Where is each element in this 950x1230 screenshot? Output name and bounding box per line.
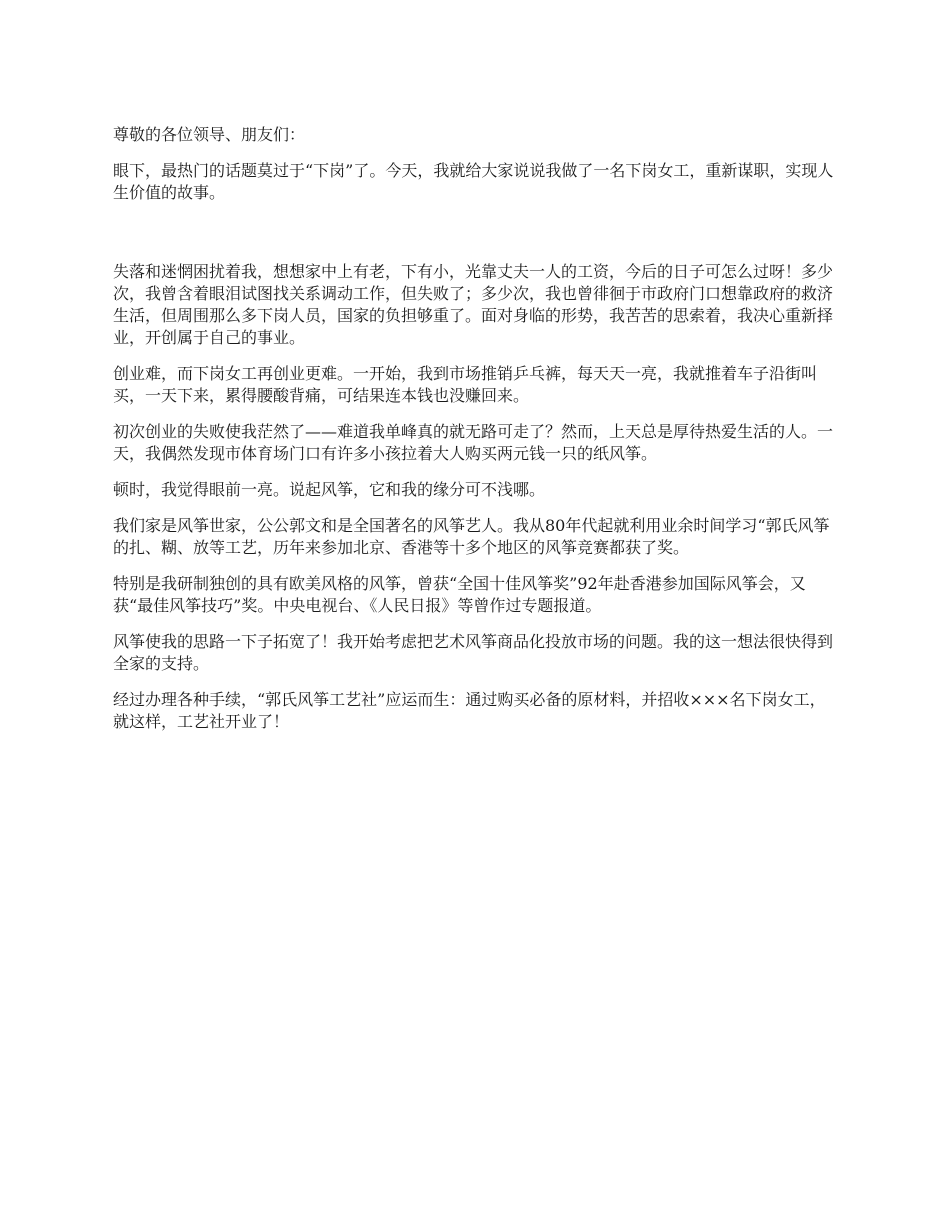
paragraph-failure: 初次创业的失败使我茫然了——难道我单峰真的就无路可走了？然而，上天总是厚待热爱生活的人。一天，我偶然发现市体育场门口有许多小孩拉着大人购买两元钱一只的纸风筝。 (113, 422, 834, 463)
paragraph-workshop-opening: 经过办理各种手续，“郭氏风筝工艺社”应运而生：通过购买必备的原材料，并招收×××名下岗女工，就这样，工艺社开业了！ (113, 690, 826, 731)
paragraph-intro: 眼下，最热门的话题莫过于“下岗”了。今天，我就给大家说说我做了一名下岗女工，重新谋职，实现人生价值的故事。 (113, 161, 834, 202)
document-body (113, 124, 841, 747)
paragraph-awards: 特别是我研制独创的具有欧美风格的风筝，曾获“全国十佳风筝奖”92年赴香港参加国际风筝会，又获“最佳风筝技巧”奖。中央电视台、《人民日报》等曾作过专题报道。 (113, 574, 806, 615)
paragraph-first-business: 创业难，而下岗女工再创业更难。一开始，我到市场推销乒乓裤，每天天一亮，我就推着车子沿街叫买，一天下来，累得腰酸背痛，可结果连本钱也没赚回来。 (113, 364, 818, 405)
paragraph-kite-idea: 顿时，我觉得眼前一亮。说起风筝，它和我的缘分可不浅哪。 (113, 480, 546, 499)
paragraph-market-plan: 风筝使我的思路一下子拓宽了！我开始考虑把艺术风筝商品化投放市场的问题。我的这一想法很快得到全家的支持。 (113, 632, 834, 673)
salutation: 尊敬的各位领导、朋友们： (113, 125, 306, 144)
paragraph-confusion: 失落和迷惘困扰着我，想想家中上有老，下有小，光靠丈夫一人的工资，今后的日子可怎么过呀！多少次，我曾含着眼泪试图找关系调动工作，但失败了；多少次，我也曾徘徊于市政府门口想靠政府的救济生活，但周围那么多下岗人员，国家的负担够重了。面对身临的形势，我苦苦的思索着，我决心重新择业，开创属于自己的事业。 (113, 262, 834, 347)
paragraph-kite-family: 我们家是风筝世家，公公郭文和是全国著名的风筝艺人。我从80年代起就利用业余时间学习“郭氏风筝的扎、糊、放等工艺，历年来参加北京、香港等十多个地区的风筝竞赛都获了奖。 (113, 516, 830, 557)
